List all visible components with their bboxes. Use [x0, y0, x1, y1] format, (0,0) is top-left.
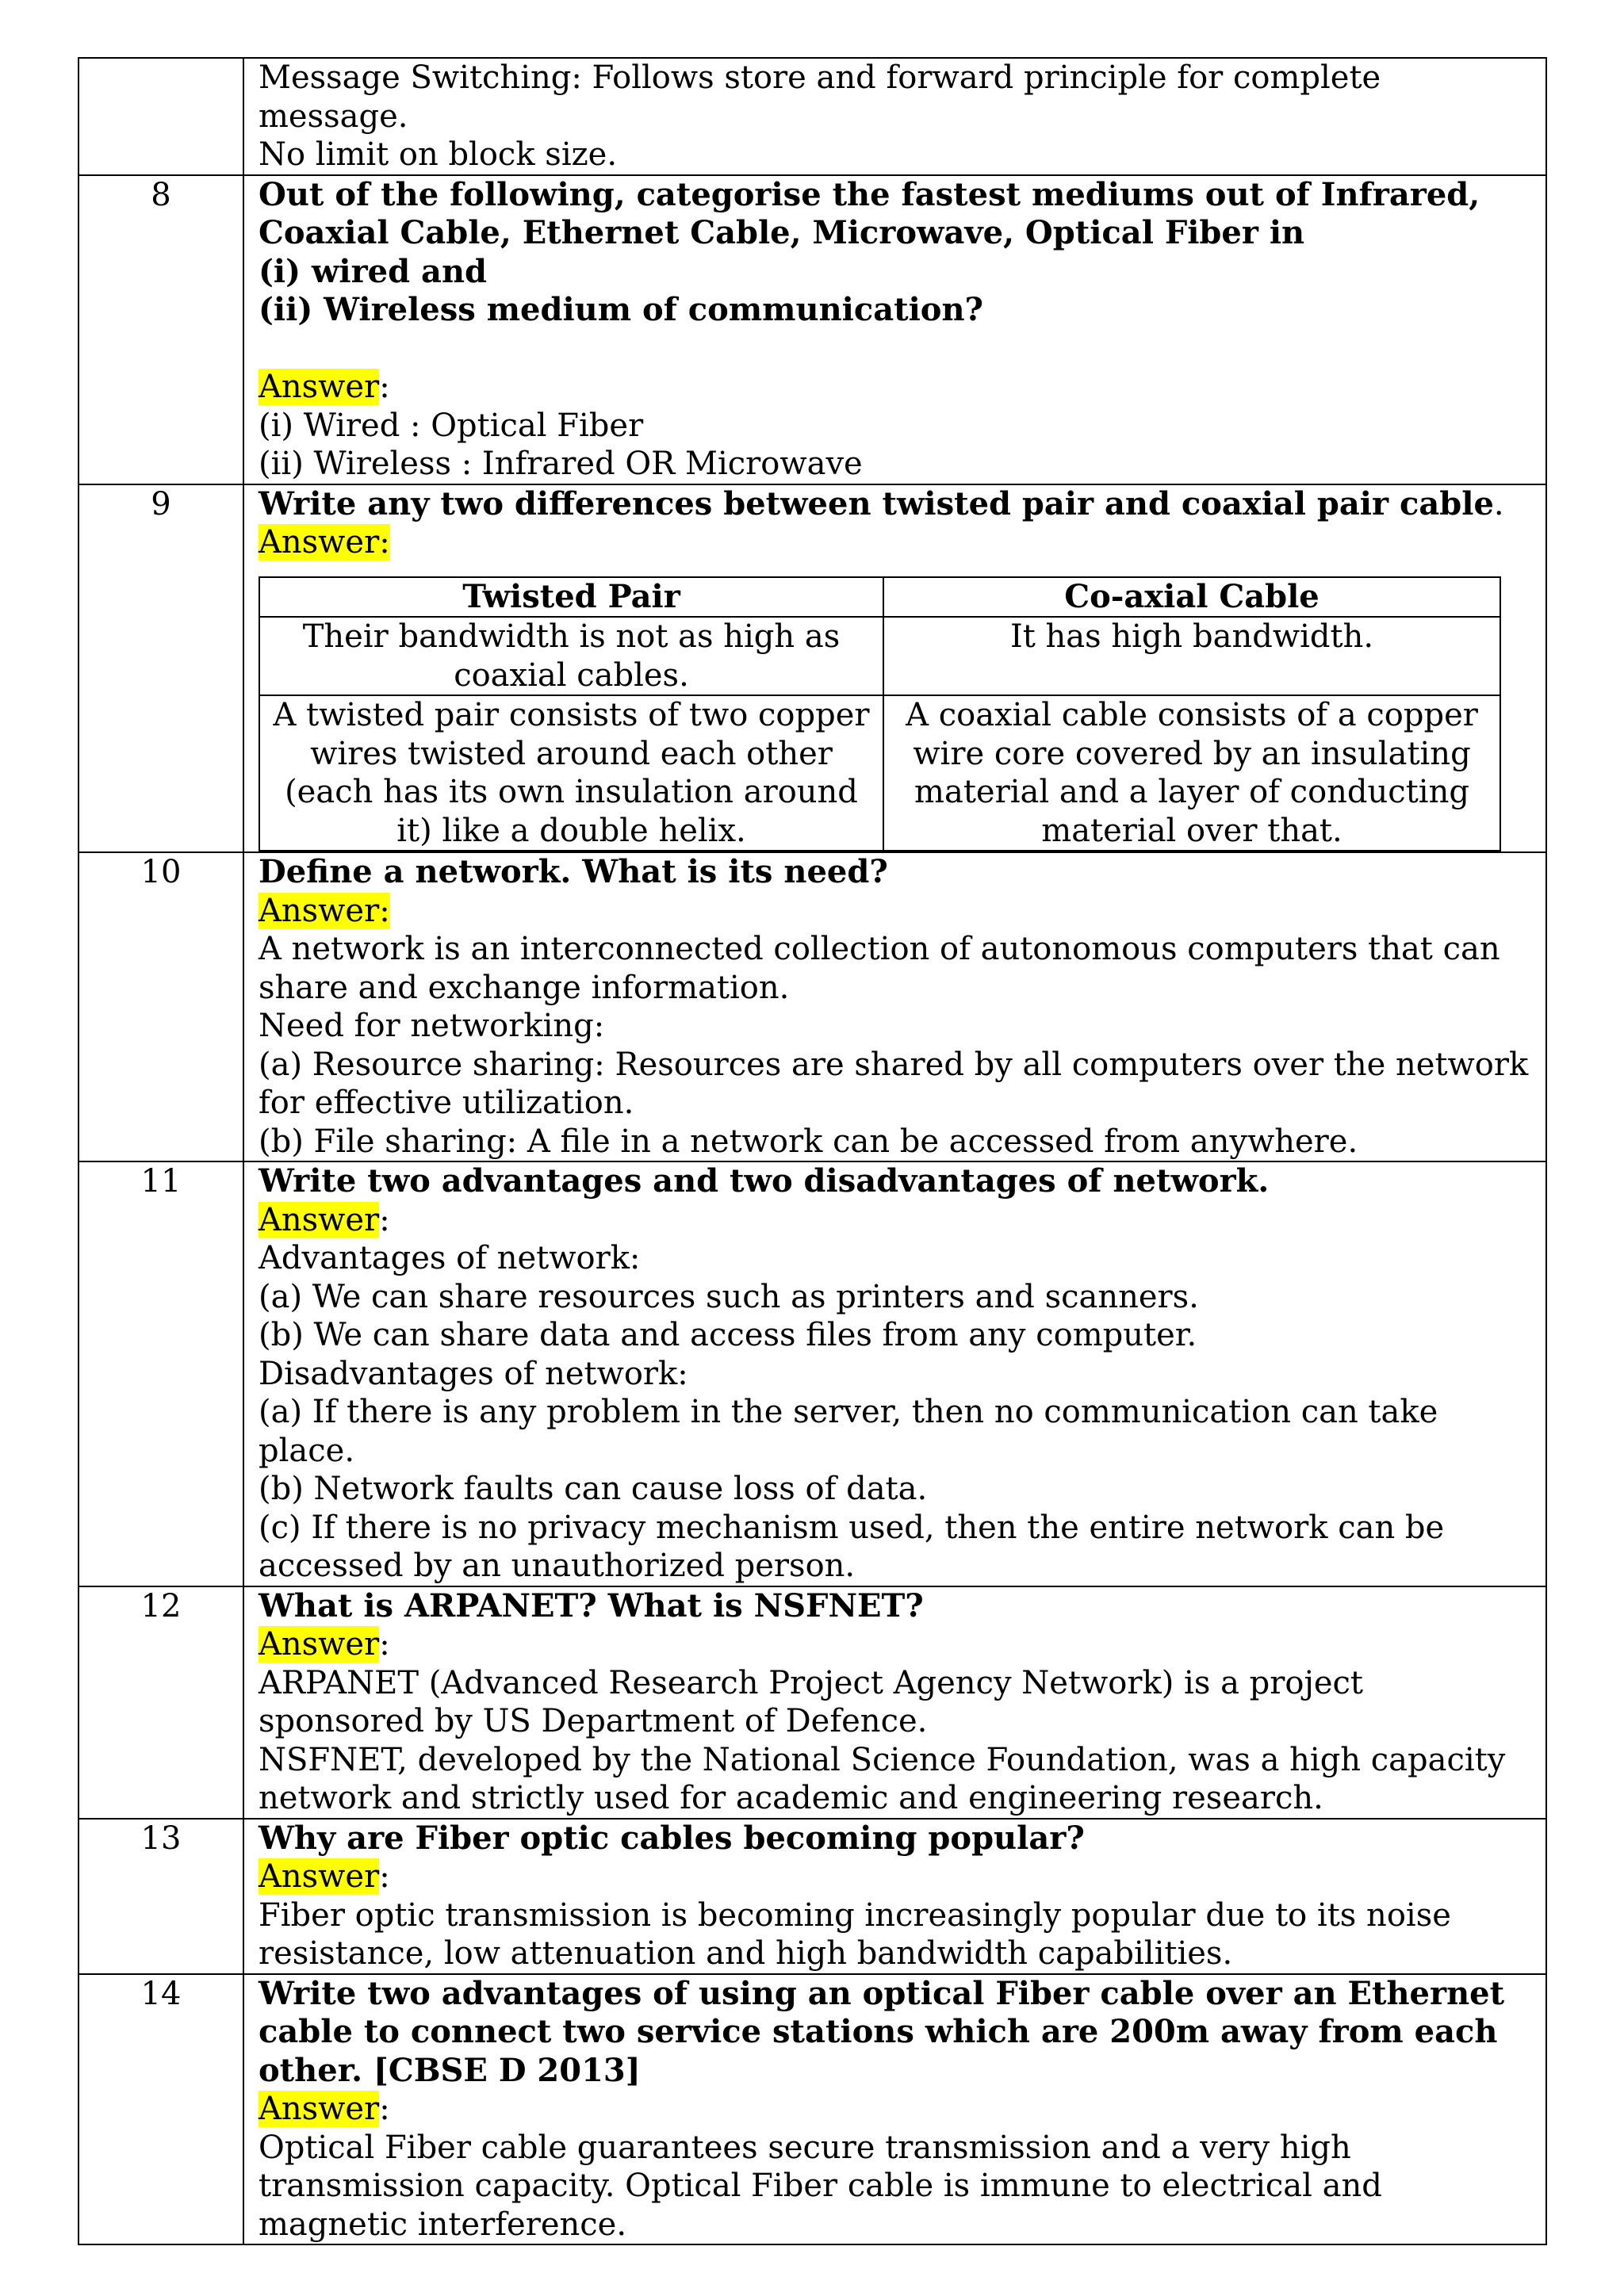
table-row — [79, 1161, 1546, 1586]
answer-line: (b) We can share data and access files from any computer. — [259, 1317, 1197, 1353]
column-header: Co-axial Cable — [883, 577, 1500, 618]
question-content — [243, 1974, 1546, 2245]
answer-label: Answer — [259, 2091, 380, 2127]
question-number: 14 — [79, 1974, 243, 2245]
qa-table — [78, 57, 1547, 2245]
answer-line: (a) We can share resources such as printers and scanners. — [259, 1278, 1199, 1315]
question-text: (i) wired and — [259, 252, 487, 290]
table-row — [79, 1974, 1546, 2245]
answer-heading — [259, 892, 1533, 931]
answer-line: (b) File sharing: A file in a network can be accessed from anywhere. — [259, 1123, 1358, 1160]
answer-label: Answer — [259, 1858, 380, 1895]
answer-line: A network is an interconnected collection of autonomous computers that can share and exchange information. — [259, 931, 1500, 1006]
answer-heading: Answer: — [259, 1858, 390, 1895]
answer-label: Answer: — [259, 892, 390, 929]
table-cell: It has high bandwidth. — [883, 617, 1500, 695]
question-content: Write any two differences between twisted pair and coaxial pair cable. Answer: Twisted Pair Co-axial Cable Their bandwidth is not as high as coaxial cables. It has high bandwidth. A twisted pair consists of two copper wires twisted around each other (each has its own insulation around it) like a double helix. A coaxial cable consists of a copper wire core covered by an insulating material and a layer of conducting material over that. — [243, 484, 1546, 853]
question-number: 13 — [79, 1819, 243, 1974]
question-text: Define a network. What is its need? — [259, 853, 888, 890]
answer-heading: Answer: — [259, 1201, 390, 1238]
answer-line: NSFNET, developed by the National Science Foundation, was a high capacity network and strictly used for academic and engineering research. — [259, 1741, 1506, 1816]
question-text: Why are Fiber optic cables becoming popular? — [259, 1819, 1085, 1857]
question-content — [243, 1161, 1546, 1586]
table-cell: A twisted pair consists of two copper wires twisted around each other (each has its own insulation around it) like a double helix. — [259, 695, 883, 851]
answer-line: Fiber optic transmission is becoming increasingly popular due to its noise resistance, low attenuation and high bandwidth capabilities. — [259, 1896, 1451, 1972]
answer-line: (a) If there is any problem in the server, then no communication can take place. — [259, 1394, 1438, 1469]
column-header: Twisted Pair — [259, 577, 883, 618]
table-cell: Their bandwidth is not as high as coaxial cables. — [259, 617, 883, 695]
answer-heading: Answer: — [259, 369, 390, 405]
question-number — [79, 58, 243, 175]
table-row — [79, 1819, 1546, 1974]
question-text: Out of the following, categorise the fastest mediums out of Infrared, — [259, 175, 1480, 213]
question-number: 9 — [79, 484, 243, 853]
table-row — [79, 1586, 1546, 1819]
table-cell: A coaxial cable consists of a copper wire core covered by an insulating material and a layer of conducting material over that. — [883, 695, 1500, 851]
question-text: Write any two differences between twisted pair and coaxial pair cable — [259, 484, 1494, 522]
answer-line: Optical Fiber cable guarantees secure transmission and a very high transmission capacity. Optical Fiber cable is immune to electrical and magnetic interference. — [259, 2129, 1382, 2243]
answer-line: (i) Wired : Optical Fiber — [259, 407, 644, 444]
question-text: Write two advantages and two disadvantages of network. — [259, 1162, 1270, 1200]
question-number: 11 — [79, 1161, 243, 1586]
answer-line: Message Switching: Follows store and forward principle for complete message. — [259, 59, 1381, 135]
answer-line: (c) If there is no privacy mechanism used, then the entire network can be accessed by an unauthorized person. — [259, 1509, 1445, 1584]
answer-label: Answer: — [259, 524, 390, 561]
question-number: 8 — [79, 175, 243, 484]
question-content — [243, 58, 1546, 175]
answer-line: Advantages of network: — [259, 1240, 641, 1276]
question-number: 10 — [79, 852, 243, 1161]
answer-heading: Answer: — [259, 1626, 390, 1663]
answer-line: No limit on block size. — [259, 136, 618, 173]
table-row — [259, 617, 1500, 695]
answer-line: (b) Network faults can cause loss of data. — [259, 1471, 928, 1507]
question-content — [243, 175, 1546, 484]
answer-heading — [259, 523, 1533, 562]
answer-line: Disadvantages of network: — [259, 1355, 688, 1392]
question-text: (ii) Wireless medium of communication? — [259, 291, 983, 328]
answer-heading: Answer: — [259, 2091, 390, 2127]
table-row — [259, 695, 1500, 851]
document-page — [78, 57, 1547, 2245]
table-row — [79, 852, 1546, 1161]
spacer — [259, 330, 1533, 369]
answer-label: Answer — [259, 369, 380, 405]
table-row — [79, 175, 1546, 484]
answer-label: Answer — [259, 1201, 380, 1238]
question-text: Write two advantages of using an optical Fiber cable over an Ethernet cable to connect two service stations which are 200m away from each other. [CBSE D 2013] — [259, 1974, 1505, 2089]
table-row — [79, 484, 1546, 853]
answer-line: Need for networking: — [259, 1008, 605, 1044]
answer-line: (ii) Wireless : Infrared OR Microwave — [259, 446, 863, 482]
table-row — [79, 58, 1546, 175]
answer-label: Answer — [259, 1626, 380, 1663]
question-content — [243, 1819, 1546, 1974]
comparison-table — [259, 576, 1501, 852]
answer-line: (a) Resource sharing: Resources are shared by all computers over the network for effective utilization. — [259, 1046, 1529, 1121]
question-content — [243, 1586, 1546, 1819]
question-text: Coaxial Cable, Ethernet Cable, Microwave, Optical Fiber in — [259, 214, 1305, 251]
question-content — [243, 852, 1546, 1161]
question-text: What is ARPANET? What is NSFNET? — [259, 1586, 924, 1624]
question-number: 12 — [79, 1586, 243, 1819]
table-header-row — [259, 577, 1500, 618]
answer-line: ARPANET (Advanced Research Project Agency Network) is a project sponsored by US Department of Defence. — [259, 1664, 1363, 1739]
